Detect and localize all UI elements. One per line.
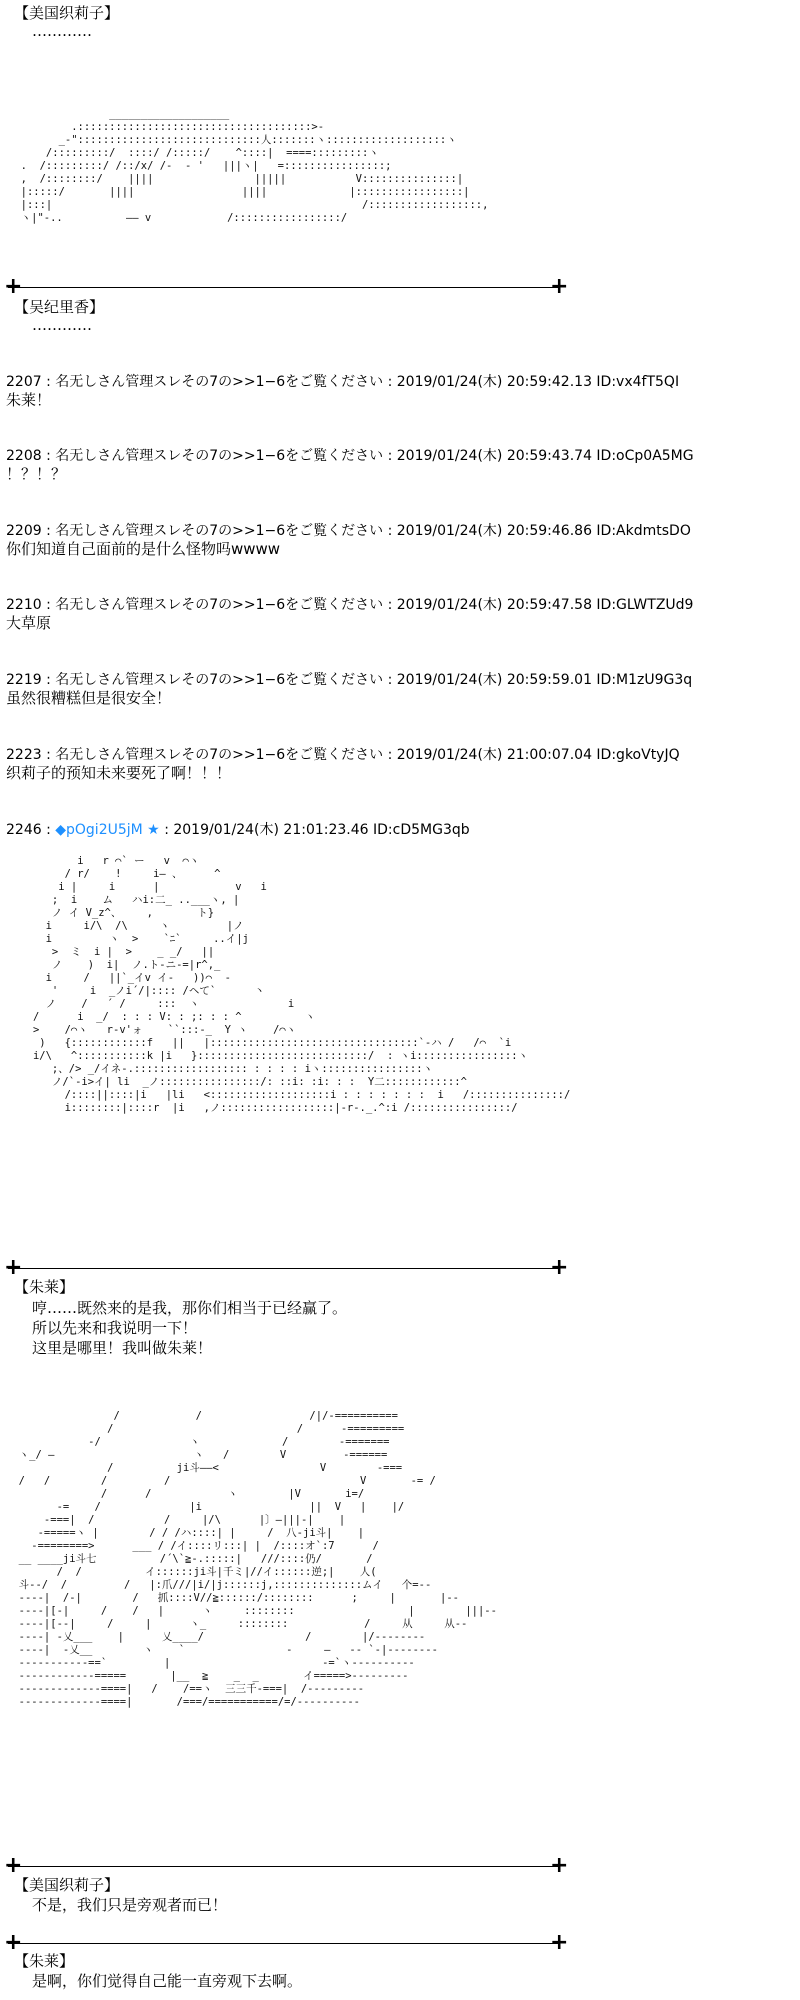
divider bbox=[8, 1866, 558, 1867]
divider-cross-left: + bbox=[4, 1853, 23, 1878]
divider-cross-right: + bbox=[550, 1255, 569, 1280]
dialogue-line: 是啊，你们觉得自己能一直旁观下去啊。 bbox=[32, 1972, 303, 1990]
post-header: 2210 : 名无しさん管理スレその7の>>1−6をご覧ください : 2019/01/24(木) 20:59:47.58 ID:GLWTZUd9 bbox=[6, 597, 694, 613]
divider bbox=[8, 1268, 558, 1269]
post-body: 朱莱！ bbox=[6, 391, 52, 409]
post-header: 2223 : 名无しさん管理スレその7の>>1−6をご覧ください : 2019/01/24(木) 21:00:07.04 ID:gkoVtyJQ bbox=[6, 747, 680, 763]
post-body: ！？！？ bbox=[6, 465, 67, 483]
post-body: 你们知道自己面前的是什么怪物吗wwww bbox=[6, 540, 281, 558]
dialogue-block bbox=[32, 1971, 302, 1991]
post-body: 虽然很糟糕但是很安全！ bbox=[6, 689, 172, 707]
post-2209 bbox=[6, 522, 691, 558]
post-2210 bbox=[6, 596, 693, 632]
post-body: 织莉子的预知未来要死了啊！！！ bbox=[6, 764, 232, 782]
divider-cross-left: + bbox=[4, 1255, 23, 1280]
post-header: 2207 : 名无しさん管理スレその7の>>1−6をご覧ください : 2019/01/24(木) 20:59:42.13 ID:vx4fT5QI bbox=[6, 374, 680, 390]
author-post-header bbox=[6, 821, 470, 839]
divider-cross-right: + bbox=[550, 274, 569, 299]
post-header: 2209 : 名无しさん管理スレその7の>>1−6をご覧ください : 2019/01/24(木) 20:59:46.86 ID:AkdmtsDO bbox=[6, 523, 691, 539]
dialogue-line: 哼……既然来的是我，那你们相当于已经赢了。 bbox=[32, 1299, 348, 1317]
speaker-label: 【朱莱】 bbox=[14, 1278, 75, 1296]
dialogue-line: ………… bbox=[32, 22, 92, 40]
post-2207 bbox=[6, 373, 679, 409]
post-2219 bbox=[6, 671, 692, 707]
speaker-label: 【朱莱】 bbox=[14, 1952, 75, 1970]
ascii-art-1: ___________________ .:::::::::::::::::::::::::::::::::::::>- _-":::::::::::::::::::::::::::::人:::::::ヽ:::::::::::::::::::ヽ /:::::::::/ ::::/ /:::::/ ^::::| ====:::::::::ヽ . /:::::::::/ /::/x/ /- - ' |||ヽ| =::::::::::::::::; , /::::::::/ |||| ||||| V:::::::::::::::| |:::::/ |||| |||| |:::::::::::::::::| |:::| /::::::::::::::::::, ヽ|"-.. ―― v /:::::::::::::::::/ bbox=[20, 108, 489, 224]
speaker-label: 【美国织莉子】 bbox=[14, 4, 120, 22]
dialogue-line: 这里是哪里！我叫做朱莱！ bbox=[32, 1339, 213, 1357]
divider bbox=[8, 287, 558, 288]
divider-cross-left: + bbox=[4, 274, 23, 299]
ascii-art-2: i r ⌒` ー v ⌒ヽ / r/ ! i― 、 ^ i | i | v i ; i ム ハi:二_ ..___ヽ, | ノ イ V_z^、 , ト} i i/\ /\ ヽ |ノ i ヽ > `ﾆ` ..イ|j > ミ i | > _ _/ || ノ ) i| ノ.ト-ニ-=|r^,_ i / ||`_イv イ- ))⌒ - ' i _ノi´/|:::: /ヘて` 丶 ノ / ´ / ::: ヽ i / i _/ : : : V: : ;: : : ^ ヽ > /⌒ヽ r-v'ォ ``:::-_ Y ヽ /⌒ヽ ) {::::::::::::f || |:::::::::::::::::::::::::::::::::`-ハ / /⌒ `i i/\ ^:::::::::::k |i }:::::::::::::::::::::::::::/ : ヽi::::::::::::::::ヽ ;、/> _/イネ-.:::::::::::::::::: : : : : iヽ::::::::::::::::ヽ ノ/`-i>イ| li _ノ::::::::::::::::/: ::i: :i: : : Y二::::::::::::^ /::::||::::|i |li <:::::::::::::::::::i : : : : : : : i /:::::::::::::::/ i::::::::|::::r |i ,ノ::::::::::::::::::|-r-._.^:i /::::::::::::::::/ bbox=[32, 855, 571, 1114]
dialogue-block bbox=[32, 1298, 347, 1358]
post-header: 2219 : 名无しさん管理スレその7の>>1−6をご覧ください : 2019/01/24(木) 20:59:59.01 ID:M1zU9G3q bbox=[6, 672, 693, 688]
dialogue-line: 所以先来和我说明一下！ bbox=[32, 1319, 198, 1337]
author-trip[interactable]: ◆pOgi2U5jM ★ bbox=[55, 822, 160, 838]
post-body: 大草原 bbox=[6, 614, 52, 632]
speaker-label: 【美国织莉子】 bbox=[14, 1876, 120, 1894]
divider-cross-left: + bbox=[4, 1930, 23, 1955]
speaker-label: 【吴纪里香】 bbox=[14, 298, 105, 316]
post-2223 bbox=[6, 746, 680, 782]
ascii-art-3: / / /|/-========== / / -========= -/ ヽ / -======= ヽ_/ ― ヽ / V -====== / ji斗――< V -=== / / / / V -= / / / ヽ |V i=/ -= / |i || V | |/ -===| / / |/\ |〕―|||-| | -=====ヽ | / / /ハ::::| | / 八-ji斗| | -========> ___ / /イ::::リ:::| | /::::オ`:7 / __ ____ji斗七 /´\`≧-.:::::| ///::::仍/ / / / イ::::::ji斗|千ミ|//イ::::::逆;| 人( 斗--/ / / |:爪///|i/|j::::::j,::::::::::::::ムイ 个=-- ----| /-| / 抓::::V//≧::::::/:::::::: ; | |-- ----|[-| / / | ヽ :::::::: | |||-- ----|[--| / | ヽ_ :::::::: / 从 从-- ----| -乂___ | 乂____/ / |/-------- ----| -乂__ ヽ ` - ― -- `-|-------- -----------==` | -=`ヽ---------- ------------===== |__ ≧ _ _ イ=====>--------- -------------====| / /==ヽ 三三千-===| /--------- -------------====| /===/===========/=/---------- bbox=[18, 1410, 497, 1708]
divider-cross-right: + bbox=[550, 1930, 569, 1955]
dialogue-block bbox=[32, 1895, 227, 1915]
dialogue-line: 不是，我们只是旁观者而已！ bbox=[32, 1896, 228, 1914]
post-header: 2208 : 名无しさん管理スレその7の>>1−6をご覧ください : 2019/01/24(木) 20:59:43.74 ID:oCp0A5MG bbox=[6, 448, 694, 464]
post-2208 bbox=[6, 447, 694, 483]
divider bbox=[8, 1943, 558, 1944]
post-number: 2246 : bbox=[6, 822, 51, 838]
dialogue-line: ………… bbox=[32, 316, 92, 334]
divider-cross-right: + bbox=[550, 1853, 569, 1878]
post-meta: : 2019/01/24(木) 21:01:23.46 ID:cD5MG3qb bbox=[164, 822, 470, 838]
